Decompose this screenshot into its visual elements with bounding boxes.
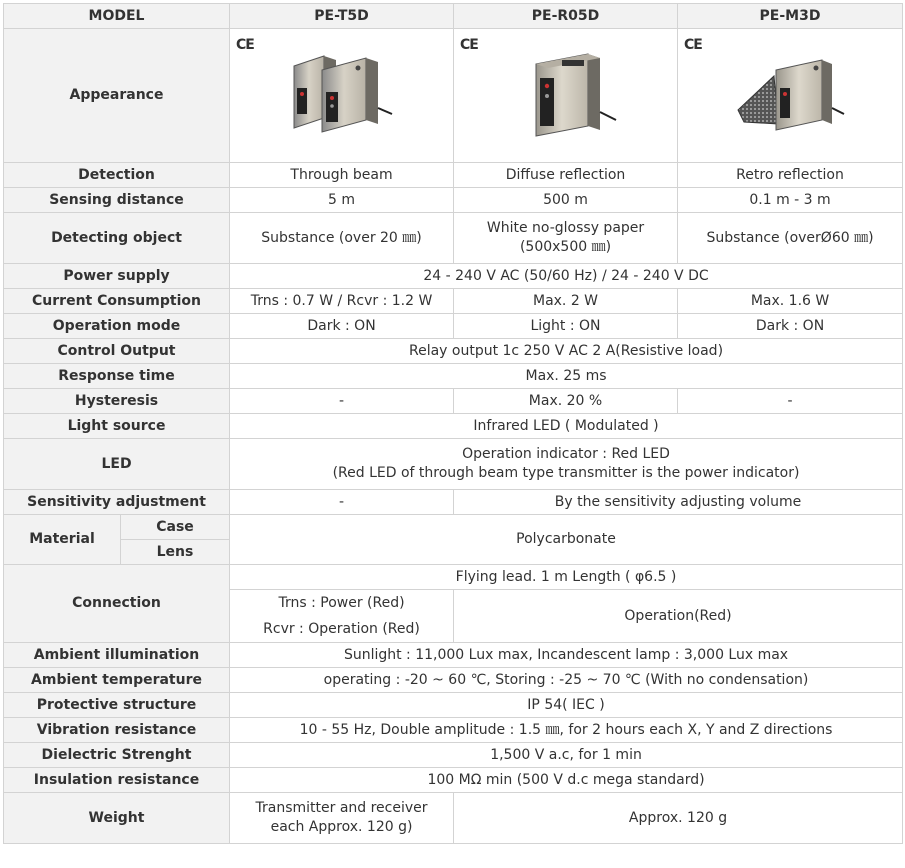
- protective-structure-row: [4, 693, 903, 718]
- ce-mark-icon: CE: [460, 37, 478, 53]
- weight-pe-t5d: [230, 793, 454, 844]
- appearance-label: Appearance: [4, 29, 230, 163]
- hysteresis-label: Hysteresis: [4, 389, 230, 414]
- detection-pe-r05d: Diffuse reflection: [454, 163, 678, 188]
- connection-t5d-line2: Rcvr : Operation (Red): [263, 621, 420, 637]
- sensitivity-adjustment-others: By the sensitivity adjusting volume: [454, 490, 903, 515]
- response-time-label: Response time: [4, 364, 230, 389]
- material-label: Material: [4, 515, 121, 565]
- ambient-temperature-value: operating : -20 ~ 60 ℃, Storing : -25 ~ 70 ℃ (With no condensation): [230, 668, 903, 693]
- sensitivity-adjustment-row: [4, 490, 903, 515]
- sensing-distance-pe-m3d: 0.1 m - 3 m: [678, 188, 903, 213]
- ambient-illumination-value: Sunlight : 11,000 Lux max, Incandescent lamp : 3,000 Lux max: [230, 643, 903, 668]
- detecting-object-label: Detecting object: [4, 213, 230, 264]
- model-pe-m3d: PE-M3D: [678, 4, 903, 29]
- appearance-row: [4, 29, 903, 163]
- hysteresis-pe-m3d: -: [678, 389, 903, 414]
- detection-pe-t5d: Through beam: [230, 163, 454, 188]
- detection-row: [4, 163, 903, 188]
- current-consumption-pe-t5d: Trns : 0.7 W / Rcvr : 1.2 W: [230, 289, 454, 314]
- weight-t5d-line1: Transmitter and receiver: [255, 800, 428, 816]
- model-pe-r05d: PE-R05D: [454, 4, 678, 29]
- ambient-temperature-label: Ambient temperature: [4, 668, 230, 693]
- hysteresis-row: [4, 389, 903, 414]
- sensing-distance-label: Sensing distance: [4, 188, 230, 213]
- control-output-label: Control Output: [4, 339, 230, 364]
- vibration-resistance-label: Vibration resistance: [4, 718, 230, 743]
- vibration-resistance-row: [4, 718, 903, 743]
- appearance-pe-r05d: [454, 29, 678, 163]
- response-time-row: [4, 364, 903, 389]
- current-consumption-label: Current Consumption: [4, 289, 230, 314]
- detecting-object-pe-t5d: Substance (over 20 ㎜): [230, 213, 454, 264]
- power-supply-label: Power supply: [4, 264, 230, 289]
- material-value: Polycarbonate: [230, 515, 903, 565]
- protective-structure-label: Protective structure: [4, 693, 230, 718]
- current-consumption-pe-r05d: Max. 2 W: [454, 289, 678, 314]
- connection-lead-row: [4, 565, 903, 590]
- header-row: [4, 4, 903, 29]
- power-supply-value: 24 - 240 V AC (50/60 Hz) / 24 - 240 V DC: [230, 264, 903, 289]
- detecting-object-row: [4, 213, 903, 264]
- led-line1: Operation indicator : Red LED: [462, 446, 670, 462]
- insulation-resistance-value: 100 MΩ min (500 V d.c mega standard): [230, 768, 903, 793]
- sensing-distance-pe-t5d: 5 m: [230, 188, 454, 213]
- power-supply-row: [4, 264, 903, 289]
- vibration-resistance-value: 10 - 55 Hz, Double amplitude : 1.5 ㎜, for 2 hours each X, Y and Z directions: [230, 718, 903, 743]
- connection-t5d-line1: Trns : Power (Red): [278, 595, 405, 611]
- insulation-resistance-row: [4, 768, 903, 793]
- dielectric-strength-row: [4, 743, 903, 768]
- appearance-pe-m3d: [678, 29, 903, 163]
- weight-label: Weight: [4, 793, 230, 844]
- diffuse-reflection-sensor-icon: [454, 48, 677, 143]
- led-label: LED: [4, 439, 230, 490]
- detecting-object-r05d-line1: White no-glossy paper: [486, 220, 645, 236]
- material-case-label: Case: [121, 515, 230, 540]
- control-output-row: [4, 339, 903, 364]
- detection-label: Detection: [4, 163, 230, 188]
- spec-table: [3, 3, 903, 844]
- ambient-illumination-row: [4, 643, 903, 668]
- led-value: [230, 439, 903, 490]
- protective-structure-value: IP 54( IEC ): [230, 693, 903, 718]
- weight-t5d-line2: each Approx. 120 g): [270, 819, 413, 835]
- retro-reflection-sensor-icon: [678, 48, 902, 143]
- current-consumption-pe-m3d: Max. 1.6 W: [678, 289, 903, 314]
- light-source-label: Light source: [4, 414, 230, 439]
- connection-label: Connection: [4, 565, 230, 643]
- dielectric-strength-value: 1,500 V a.c, for 1 min: [230, 743, 903, 768]
- light-source-row: [4, 414, 903, 439]
- hysteresis-pe-t5d: -: [230, 389, 454, 414]
- sensing-distance-pe-r05d: 500 m: [454, 188, 678, 213]
- weight-row: [4, 793, 903, 844]
- appearance-pe-t5d: [230, 29, 454, 163]
- operation-mode-label: Operation mode: [4, 314, 230, 339]
- ce-mark-icon: CE: [684, 37, 702, 53]
- operation-mode-pe-m3d: Dark : ON: [678, 314, 903, 339]
- model-header: MODEL: [4, 4, 230, 29]
- operation-mode-pe-r05d: Light : ON: [454, 314, 678, 339]
- operation-mode-pe-t5d: Dark : ON: [230, 314, 454, 339]
- insulation-resistance-label: Insulation resistance: [4, 768, 230, 793]
- sensing-distance-row: [4, 188, 903, 213]
- response-time-value: Max. 25 ms: [230, 364, 903, 389]
- current-consumption-row: [4, 289, 903, 314]
- sensitivity-adjustment-pe-t5d: -: [230, 490, 454, 515]
- hysteresis-pe-r05d: Max. 20 %: [454, 389, 678, 414]
- connection-others: Operation(Red): [454, 590, 903, 643]
- detecting-object-pe-r05d: [454, 213, 678, 264]
- material-case-row: [4, 515, 903, 540]
- control-output-value: Relay output 1c 250 V AC 2 A(Resistive load): [230, 339, 903, 364]
- ce-mark-icon: CE: [236, 37, 254, 53]
- material-lens-label: Lens: [121, 540, 230, 565]
- detecting-object-r05d-line2: (500x500 ㎜): [519, 239, 612, 255]
- detecting-object-pe-m3d: Substance (overØ60 ㎜): [678, 213, 903, 264]
- connection-lead: Flying lead. 1 m Length ( φ6.5 ): [230, 565, 903, 590]
- sensitivity-adjustment-label: Sensitivity adjustment: [4, 490, 230, 515]
- through-beam-sensor-pair-icon: [230, 48, 453, 143]
- weight-others: Approx. 120 g: [454, 793, 903, 844]
- dielectric-strength-label: Dielectric Strenght: [4, 743, 230, 768]
- light-source-value: Infrared LED ( Modulated ): [230, 414, 903, 439]
- ambient-temperature-row: [4, 668, 903, 693]
- model-pe-t5d: PE-T5D: [230, 4, 454, 29]
- detection-pe-m3d: Retro reflection: [678, 163, 903, 188]
- ambient-illumination-label: Ambient illumination: [4, 643, 230, 668]
- led-row: [4, 439, 903, 490]
- operation-mode-row: [4, 314, 903, 339]
- led-line2: (Red LED of through beam type transmitter is the power indicator): [332, 465, 800, 481]
- connection-pe-t5d: [230, 590, 454, 643]
